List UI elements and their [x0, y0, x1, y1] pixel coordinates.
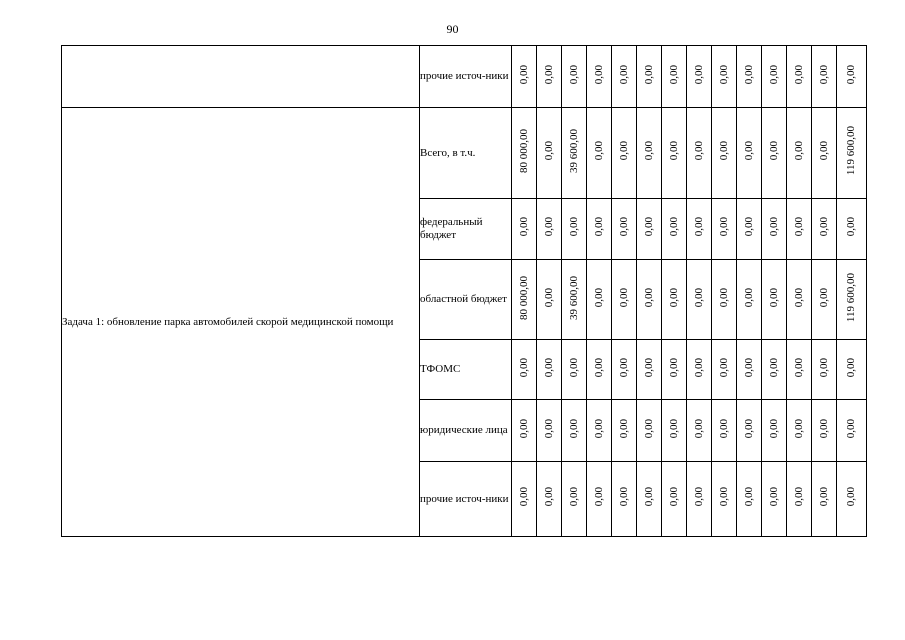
- value-text: 0,00: [592, 487, 605, 507]
- value-text: 0,00: [617, 64, 630, 85]
- table-row: [62, 46, 867, 108]
- value-cell: [687, 462, 712, 537]
- value-text: 0,00: [692, 487, 705, 507]
- value-cell: [812, 46, 837, 108]
- value-cell: [537, 46, 562, 108]
- value-cell: [612, 46, 637, 108]
- value-text: 0,00: [617, 217, 630, 237]
- value-cell: [712, 462, 737, 537]
- value-text: 0,00: [767, 357, 780, 378]
- funding-source-cell: прочие источ-ники: [420, 462, 512, 537]
- value-cell: [812, 400, 837, 462]
- value-text: 0,00: [642, 357, 655, 378]
- value-cell: [712, 199, 737, 260]
- value-cell: [537, 462, 562, 537]
- value-text: 0,00: [642, 217, 655, 237]
- value-text: 0,00: [817, 418, 830, 439]
- value-cell: [637, 46, 662, 108]
- value-text: 0,00: [617, 357, 630, 378]
- value-cell: [562, 340, 587, 400]
- value-cell: [587, 108, 612, 199]
- value-text: 0,00: [667, 487, 680, 507]
- value-text: 119 600,00: [845, 126, 857, 176]
- value-cell: [587, 462, 612, 537]
- value-cell: [612, 260, 637, 340]
- value-text: 0,00: [542, 418, 555, 439]
- value-text: 0,00: [517, 487, 530, 507]
- value-text: 0,00: [667, 141, 680, 161]
- task-cell: [62, 46, 420, 108]
- value-text: 39 600,00: [567, 129, 580, 173]
- value-cell: [587, 340, 612, 400]
- value-cell: [512, 46, 537, 108]
- value-text: 0,00: [592, 357, 605, 378]
- value-text: 0,00: [717, 487, 730, 507]
- value-cell: [762, 260, 787, 340]
- value-cell: [562, 462, 587, 537]
- value-cell: [812, 260, 837, 340]
- value-text: 0,00: [567, 418, 580, 439]
- value-cell: [762, 46, 787, 108]
- value-text: 0,00: [517, 357, 530, 378]
- value-text: 0,00: [742, 487, 755, 507]
- value-cell: [512, 260, 537, 340]
- value-cell: [562, 108, 587, 199]
- value-text: 0,00: [667, 357, 680, 378]
- value-cell: [737, 199, 762, 260]
- funding-source-cell: прочие источ-ники: [420, 46, 512, 108]
- value-text: 0,00: [845, 217, 857, 237]
- value-cell: [637, 340, 662, 400]
- value-cell: [787, 260, 812, 340]
- value-text: 0,00: [767, 418, 780, 439]
- value-text: 0,00: [617, 418, 630, 439]
- value-cell: [612, 108, 637, 199]
- value-cell: [587, 199, 612, 260]
- value-text: 0,00: [717, 287, 730, 308]
- value-text: 0,00: [542, 141, 555, 161]
- value-text: 0,00: [767, 217, 780, 237]
- value-cell: [637, 400, 662, 462]
- value-text: 0,00: [717, 357, 730, 378]
- value-cell: [512, 400, 537, 462]
- value-cell: [837, 340, 867, 400]
- value-cell: [737, 260, 762, 340]
- value-text: 0,00: [642, 287, 655, 308]
- value-cell: [587, 400, 612, 462]
- value-cell: [687, 400, 712, 462]
- value-text: 0,00: [742, 217, 755, 237]
- value-cell: [687, 108, 712, 199]
- value-cell: [562, 199, 587, 260]
- value-cell: [787, 340, 812, 400]
- value-text: 0,00: [567, 357, 580, 378]
- value-cell: [812, 340, 837, 400]
- value-text: 0,00: [592, 287, 605, 308]
- value-text: 0,00: [667, 64, 680, 85]
- value-text: 0,00: [542, 287, 555, 308]
- value-cell: [662, 400, 687, 462]
- value-cell: [762, 108, 787, 199]
- value-text: 0,00: [692, 64, 705, 85]
- value-text: 0,00: [817, 357, 830, 378]
- value-cell: [762, 400, 787, 462]
- value-text: 0,00: [517, 418, 530, 439]
- value-text: 0,00: [817, 141, 830, 161]
- value-text: 0,00: [592, 141, 605, 161]
- value-text: 0,00: [742, 418, 755, 439]
- value-cell: [637, 199, 662, 260]
- value-cell: [687, 46, 712, 108]
- value-text: 0,00: [617, 287, 630, 308]
- task-cell: Задача 1: обновление парка автомобилей скорой медицинской помощи: [62, 108, 420, 537]
- value-text: 0,00: [717, 64, 730, 85]
- value-text: 0,00: [742, 287, 755, 308]
- value-cell: [737, 400, 762, 462]
- value-cell: [837, 260, 867, 340]
- value-cell: [837, 199, 867, 260]
- value-text: 0,00: [517, 217, 530, 237]
- value-text: 0,00: [717, 141, 730, 161]
- funding-source-cell: юридические лица: [420, 400, 512, 462]
- funding-source-cell: ТФОМС: [420, 340, 512, 400]
- value-text: 0,00: [845, 64, 857, 85]
- value-cell: [587, 46, 612, 108]
- value-cell: [662, 260, 687, 340]
- value-cell: [512, 199, 537, 260]
- value-cell: [512, 108, 537, 199]
- value-text: 80 000,00: [517, 275, 530, 320]
- value-text: 0,00: [617, 487, 630, 507]
- value-cell: [512, 340, 537, 400]
- value-text: 0,00: [692, 287, 705, 308]
- value-text: 0,00: [592, 418, 605, 439]
- value-cell: [712, 340, 737, 400]
- value-cell: [662, 108, 687, 199]
- value-text: 0,00: [767, 64, 780, 85]
- value-cell: [612, 199, 637, 260]
- value-cell: [737, 340, 762, 400]
- value-text: 0,00: [792, 287, 805, 308]
- value-text: 0,00: [542, 357, 555, 378]
- value-cell: [662, 462, 687, 537]
- value-cell: [537, 400, 562, 462]
- value-cell: [762, 340, 787, 400]
- value-cell: [812, 199, 837, 260]
- value-cell: [537, 260, 562, 340]
- value-text: 0,00: [792, 357, 805, 378]
- value-text: 0,00: [542, 487, 555, 507]
- budget-table: [61, 45, 867, 537]
- value-text: 0,00: [617, 141, 630, 161]
- value-text: 119 600,00: [845, 272, 857, 323]
- value-cell: [837, 462, 867, 537]
- value-cell: [712, 260, 737, 340]
- value-cell: [712, 108, 737, 199]
- value-cell: [537, 108, 562, 199]
- value-text: 0,00: [845, 357, 857, 378]
- value-text: 0,00: [742, 141, 755, 161]
- value-text: 0,00: [667, 418, 680, 439]
- value-text: 0,00: [667, 217, 680, 237]
- value-cell: [687, 340, 712, 400]
- value-cell: [837, 400, 867, 462]
- value-cell: [562, 46, 587, 108]
- value-cell: [662, 340, 687, 400]
- value-cell: [737, 46, 762, 108]
- value-text: 0,00: [567, 217, 580, 237]
- value-text: 0,00: [542, 217, 555, 237]
- value-text: 0,00: [517, 64, 530, 85]
- value-cell: [562, 400, 587, 462]
- value-text: 0,00: [717, 418, 730, 439]
- value-text: 0,00: [692, 418, 705, 439]
- value-cell: [837, 46, 867, 108]
- value-cell: [837, 108, 867, 199]
- value-cell: [737, 108, 762, 199]
- value-text: 0,00: [817, 64, 830, 85]
- value-text: 0,00: [767, 141, 780, 161]
- value-text: 0,00: [567, 64, 580, 85]
- value-cell: [687, 199, 712, 260]
- value-cell: [537, 199, 562, 260]
- value-text: 0,00: [642, 64, 655, 85]
- value-cell: [612, 462, 637, 537]
- value-cell: [637, 260, 662, 340]
- funding-source-cell: Всего, в т.ч.: [420, 108, 512, 199]
- value-text: 0,00: [692, 217, 705, 237]
- budget-table-body: [62, 46, 867, 537]
- value-text: 0,00: [845, 418, 857, 439]
- value-text: 0,00: [742, 64, 755, 85]
- value-text: 0,00: [845, 487, 857, 507]
- value-cell: [512, 462, 537, 537]
- value-cell: [687, 260, 712, 340]
- value-cell: [737, 462, 762, 537]
- value-text: 0,00: [817, 287, 830, 308]
- funding-source-cell: областной бюджет: [420, 260, 512, 340]
- value-cell: [787, 199, 812, 260]
- value-text: 0,00: [792, 141, 805, 161]
- value-cell: [762, 462, 787, 537]
- value-text: 0,00: [692, 357, 705, 378]
- value-text: 0,00: [742, 357, 755, 378]
- funding-source-cell: федеральный бюджет: [420, 199, 512, 260]
- value-cell: [662, 46, 687, 108]
- value-text: 0,00: [767, 287, 780, 308]
- value-cell: [637, 462, 662, 537]
- value-cell: [812, 108, 837, 199]
- value-text: 0,00: [717, 217, 730, 237]
- value-text: 0,00: [642, 487, 655, 507]
- value-text: 0,00: [792, 418, 805, 439]
- page-number: 90: [446, 22, 459, 36]
- value-cell: [637, 108, 662, 199]
- value-cell: [537, 340, 562, 400]
- value-cell: [662, 199, 687, 260]
- value-cell: [612, 400, 637, 462]
- value-text: 0,00: [792, 217, 805, 237]
- value-text: 0,00: [642, 418, 655, 439]
- value-text: 0,00: [542, 64, 555, 85]
- value-text: 39 600,00: [567, 275, 580, 320]
- value-cell: [712, 46, 737, 108]
- value-cell: [787, 400, 812, 462]
- value-text: 0,00: [642, 141, 655, 161]
- value-text: 0,00: [692, 141, 705, 161]
- value-text: 0,00: [817, 487, 830, 507]
- value-text: 0,00: [792, 487, 805, 507]
- value-text: 0,00: [567, 487, 580, 507]
- value-text: 0,00: [792, 64, 805, 85]
- value-text: 0,00: [667, 287, 680, 308]
- value-cell: [612, 340, 637, 400]
- value-text: 80 000,00: [517, 129, 530, 173]
- value-cell: [787, 46, 812, 108]
- value-cell: [812, 462, 837, 537]
- value-text: 0,00: [592, 217, 605, 237]
- value-cell: [787, 108, 812, 199]
- value-cell: [712, 400, 737, 462]
- value-cell: [787, 462, 812, 537]
- value-text: 0,00: [817, 217, 830, 237]
- value-text: 0,00: [592, 64, 605, 85]
- value-cell: [587, 260, 612, 340]
- value-text: 0,00: [767, 487, 780, 507]
- value-cell: [762, 199, 787, 260]
- value-cell: [562, 260, 587, 340]
- table-row: [62, 108, 867, 199]
